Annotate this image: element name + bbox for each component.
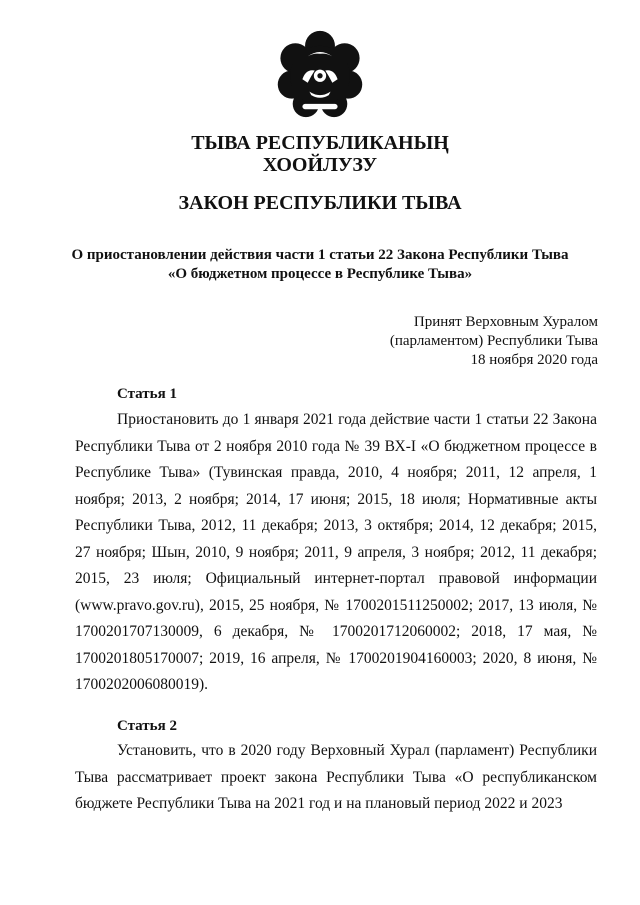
parliament-title-line2: ХООЙЛУЗУ bbox=[262, 154, 378, 176]
law-title: ЗАКОН РЕСПУБЛИКИ ТЫВА bbox=[178, 192, 462, 214]
adoption-date: 18 ноября 2020 года bbox=[470, 352, 598, 368]
adoption-line1: Принят Верховным Хуралом bbox=[413, 314, 598, 330]
law-subject-line2: «О бюджетном процессе в Республике Тыва» bbox=[167, 266, 473, 282]
parliament-title-line1: ТЫВА РЕСПУБЛИКАНЫҢ bbox=[191, 132, 449, 154]
article-2-heading: Статья 2 bbox=[117, 718, 177, 734]
tuva-coat-of-arms-icon bbox=[276, 30, 364, 118]
article-1-heading: Статья 1 bbox=[117, 386, 177, 402]
article-2-text: Установить, что в 2020 году Верховный Хурал (парламент) Республики Тыва рассматривает проект закона Республики Тыва «О республиканском бюджете Республики Тыва на 2021 год и на плановый период 2022 и 2023 bbox=[75, 742, 597, 812]
law-subject-line1: О приостановлении действия части 1 статьи 22 Закона Республики Тыва bbox=[71, 247, 569, 263]
adoption-line2: (парламентом) Республики Тыва bbox=[389, 333, 598, 349]
article-1-text: Приостановить до 1 января 2021 года действие части 1 статьи 22 Закона Республики Тыва от 2 ноября 2010 года № 39 ВХ-I «О бюджетном процессе в Республике Тыва» (Тувинская правда, 2010, 4 ноября; 2011, 12 апреля, 1 ноября; 2013, 2 ноября; 2014, 17 июня; 2015, 18 июля; Нормативные акты Республики Тыва, 2012, 11 декабря; 2013, 3 октября; 2014, 12 декабря; 2015, 27 ноября; Шын, 2010, 9 ноября; 2011, 9 апреля, 3 ноября; 2012, 11 декабря; 2015, 23 июля; Официальный интернет-портал правовой информации (www.pravo.gov.ru), 2015, 25 ноября, № 1700201511250002; 2017, 13 июля, № 1700201707130009, 6 декабря, № 1700201712060002; 2018, 17 мая, № 1700201805170007; 2019, 16 апреля, № 1700201904160003; 2020, 8 июня, № 1700202006080019). bbox=[75, 411, 597, 693]
